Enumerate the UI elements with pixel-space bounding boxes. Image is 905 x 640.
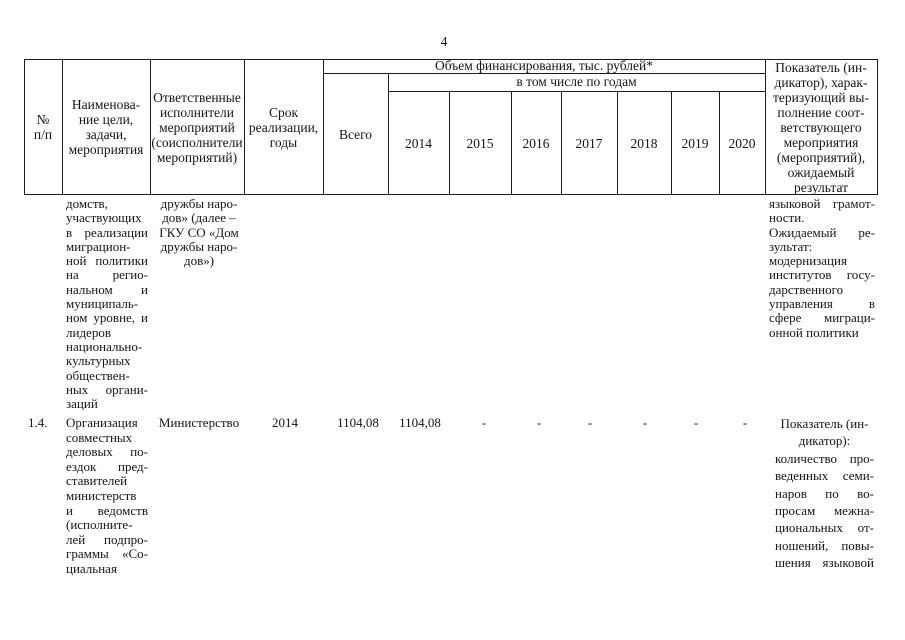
text-line: Ожидаемый ре- [769, 224, 875, 240]
text-line: (исполните- [66, 517, 133, 533]
text-line: дарственного [769, 281, 844, 297]
cell-name [66, 416, 148, 577]
text-line: домств, [66, 196, 108, 211]
text-line: просам межна- [775, 503, 874, 519]
cell-executors [154, 197, 244, 268]
indicator-paragraph [769, 226, 875, 340]
text-line: культурных [66, 353, 131, 369]
text-line: ставителей [66, 473, 128, 489]
cell-indicator [769, 197, 875, 340]
header-cell-name: Наименова- ние цели, задачи, мероприятия [68, 97, 144, 157]
text-line: циальная [66, 560, 117, 576]
cell-year-2016: - [536, 415, 542, 430]
cell-period: 2014 [272, 415, 298, 430]
cell-year-2020: - [742, 415, 748, 430]
header-cell-year-2015: 2015 [466, 135, 494, 151]
text-line: ных органи- [66, 381, 148, 397]
text-line: Показатель (ин- [780, 416, 869, 431]
cell-year-2019: - [693, 415, 699, 430]
header-cell-period: Срок реализации, годы [248, 104, 319, 150]
header-cell-year-2017: 2017 [575, 135, 603, 151]
indicator-paragraph [775, 415, 874, 450]
text-line: граммы «Со- [66, 546, 148, 562]
text-line: институтов госу- [769, 267, 875, 283]
header-cell-by-years: в том числе по годам [516, 74, 637, 89]
table-header [24, 59, 878, 195]
indicator-paragraph [769, 197, 875, 226]
header-cell-year-2020: 2020 [728, 135, 756, 151]
header-cell-funding: Объем финансирования, тыс. рублей* [435, 58, 653, 73]
text-line: дружбы наро- [160, 238, 238, 254]
header-cell-number: № п/п [33, 112, 53, 142]
text-line: Министерство [158, 415, 240, 430]
header-cell-year-2019: 2019 [681, 135, 709, 151]
text-line: национально- [66, 338, 143, 354]
cell-executors [154, 416, 244, 431]
text-line: обществен- [66, 367, 130, 383]
text-line: муниципаль- [66, 296, 139, 312]
text-line: количество про- [775, 450, 874, 466]
text-line: дов» (далее – [162, 210, 236, 226]
text-line: ношений, повы- [775, 537, 874, 553]
text-line: деловых по- [66, 444, 148, 460]
cell-year-2017: - [587, 415, 593, 430]
text-line: ездок пред- [66, 458, 148, 474]
text-line: ности. [769, 210, 805, 226]
text-line: лидеров [66, 324, 111, 340]
text-line: министерств [66, 487, 137, 503]
text-line: дикатор): [798, 433, 851, 449]
cell-year-2018: - [642, 415, 648, 430]
page-number: 4 [440, 34, 448, 49]
text-line: совместных [66, 429, 133, 445]
header-cell-executors: Ответственные исполнители мероприятий (соисполнители мероприятий) [151, 89, 243, 165]
text-line: веденных семи- [775, 468, 874, 484]
text-line: ной политики [66, 253, 148, 269]
text-line: и ведомств [66, 502, 148, 518]
text-line: наров по во- [775, 485, 874, 501]
text-line: ном уровне, и [66, 310, 148, 326]
header-cell-year-2018: 2018 [630, 135, 658, 151]
text-line: нальном и [66, 281, 148, 297]
text-line: зультат: [769, 238, 813, 254]
header-cell-indicator: Показатель (ин- дикатор), харак- теризующий вы- полнение соот- ветствующего мероприятия (мероприятий), ожидаемый результат [773, 59, 869, 195]
cell-number: 1.4. [28, 415, 48, 430]
text-line: участвующих [66, 210, 142, 226]
text-line: дружбы наро- [160, 196, 238, 211]
text-line: сфере миграци- [769, 310, 875, 326]
cell-indicator [775, 415, 874, 572]
text-line: миграцион- [66, 238, 131, 254]
text-line: дов») [183, 253, 215, 269]
header-cell-year-2016: 2016 [522, 135, 550, 151]
text-line: в реализации [66, 224, 148, 240]
text-line: онной политики [769, 324, 859, 340]
text-line: шения языковой [775, 555, 874, 571]
header-cell-year-2014: 2014 [405, 135, 432, 151]
header-cell-total: Всего [338, 126, 373, 142]
text-line: заций [66, 396, 98, 412]
text-line: ГКУ СО «Дом [159, 224, 239, 240]
cell-year-2015: - [481, 415, 487, 430]
cell-year-2014: 1104,08 [399, 415, 441, 430]
cell-total: 1104,08 [337, 415, 379, 430]
text-line: модернизация [769, 253, 847, 269]
text-line: лей подпро- [66, 531, 148, 547]
text-line: языковой грамот- [769, 196, 875, 211]
text-line: Организация [66, 415, 138, 430]
cell-name [66, 197, 148, 411]
text-line: управления в [769, 296, 875, 312]
text-line: циональных от- [775, 520, 874, 536]
indicator-paragraph [775, 450, 874, 572]
text-line: на регио- [66, 267, 148, 283]
